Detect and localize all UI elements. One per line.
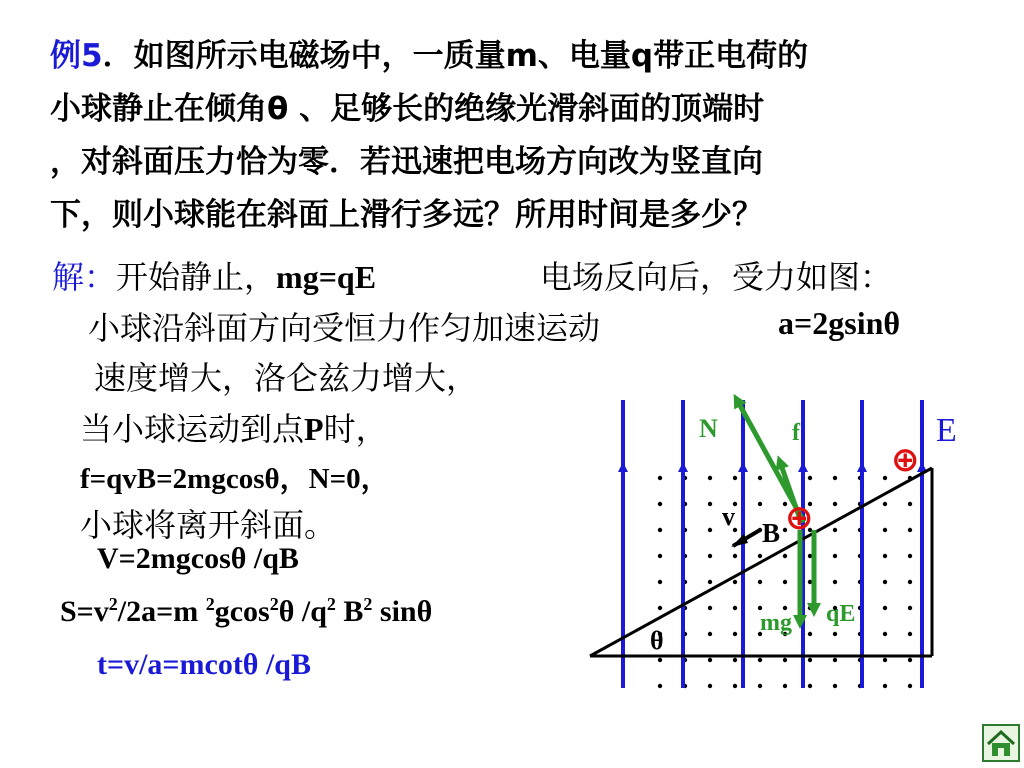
velocity-arrowhead bbox=[731, 534, 748, 547]
field-dot bbox=[908, 684, 912, 688]
field-dot bbox=[833, 554, 837, 558]
solution-line-1: 解：开始静止，mg=qE bbox=[52, 258, 377, 296]
field-dot bbox=[908, 580, 912, 584]
label-B: B bbox=[762, 518, 781, 548]
problem-line-3: ，对斜面压力恰为零．若迅速把电场方向改为竖直向 bbox=[50, 144, 763, 180]
label-v: v bbox=[722, 502, 735, 531]
example-label: 例5 bbox=[50, 38, 103, 74]
field-dot bbox=[833, 502, 837, 506]
problem-line-1: ．如图所示电磁场中，一质量m、电量q带正电荷的 bbox=[102, 38, 809, 74]
field-dot bbox=[908, 632, 912, 636]
field-dot bbox=[658, 580, 662, 584]
field-dot bbox=[733, 554, 737, 558]
field-dot bbox=[883, 684, 887, 688]
field-dot bbox=[783, 580, 787, 584]
field-dot bbox=[783, 658, 787, 662]
distance-formula: $S=v^2/2a=m$ $^2$gcos$^2$θ $/q^2$ $B^2$ sinθ bbox=[60, 594, 433, 628]
field-dot bbox=[908, 554, 912, 558]
field-dot bbox=[708, 658, 712, 662]
field-dot bbox=[708, 554, 712, 558]
field-dot bbox=[883, 476, 887, 480]
field-dot bbox=[758, 684, 762, 688]
field-dot bbox=[908, 658, 912, 662]
field-dot bbox=[733, 606, 737, 610]
field-dot bbox=[833, 632, 837, 636]
field-dot bbox=[808, 684, 812, 688]
field-dot bbox=[733, 476, 737, 480]
label-N: N bbox=[699, 414, 718, 443]
field-dot bbox=[658, 606, 662, 610]
solution-line-6: 小球将离开斜面。 bbox=[80, 506, 337, 544]
lorentz-formula: f=qvB=2mgcosθ，N=0， bbox=[80, 463, 390, 495]
field-dot bbox=[783, 684, 787, 688]
charge-top-icon: ⊕ bbox=[891, 440, 920, 480]
field-dot bbox=[708, 684, 712, 688]
field-dot bbox=[733, 684, 737, 688]
field-dot bbox=[708, 580, 712, 584]
home-button[interactable] bbox=[982, 724, 1020, 762]
solution-label: 解： bbox=[52, 258, 117, 296]
acceleration-formula: a=2gsinθ bbox=[778, 305, 901, 341]
label-E: E bbox=[936, 412, 957, 449]
field-dot bbox=[883, 580, 887, 584]
field-dot bbox=[808, 632, 812, 636]
field-dot bbox=[708, 476, 712, 480]
label-theta: θ bbox=[650, 626, 664, 655]
field-dot bbox=[833, 658, 837, 662]
problem-line-2: 小球静止在倾角θ 、足够长的绝缘光滑斜面的顶端时 bbox=[50, 91, 765, 127]
label-mg: mg bbox=[760, 610, 792, 636]
field-dot bbox=[908, 606, 912, 610]
field-dot bbox=[708, 528, 712, 532]
field-dot bbox=[733, 632, 737, 636]
home-icon bbox=[982, 724, 1020, 762]
field-dot bbox=[658, 684, 662, 688]
solution-line-1-right: 电场反向后，受力如图： bbox=[540, 258, 893, 296]
field-dot bbox=[808, 476, 812, 480]
field-dot bbox=[833, 684, 837, 688]
problem-line-4: 下，则小球能在斜面上滑行多远？所用时间是多少？ bbox=[50, 197, 763, 233]
field-dot bbox=[708, 606, 712, 610]
field-dot bbox=[658, 554, 662, 558]
field-dot bbox=[658, 528, 662, 532]
field-dot bbox=[758, 554, 762, 558]
field-dot bbox=[783, 554, 787, 558]
label-f: f bbox=[792, 420, 800, 446]
field-dot bbox=[808, 658, 812, 662]
label-qE: qE bbox=[826, 601, 856, 627]
field-dot bbox=[883, 606, 887, 610]
field-dot bbox=[883, 658, 887, 662]
field-dot bbox=[883, 632, 887, 636]
field-dot bbox=[908, 502, 912, 506]
field-dot bbox=[733, 658, 737, 662]
charge-ball-icon: ⊕ bbox=[785, 498, 814, 538]
field-dot bbox=[758, 502, 762, 506]
field-dot bbox=[883, 554, 887, 558]
field-dot bbox=[908, 528, 912, 532]
field-dot bbox=[758, 658, 762, 662]
solution-line-4: 当小球运动到点P时， bbox=[80, 410, 388, 448]
field-dot bbox=[758, 476, 762, 480]
velocity-formula: V=2mgcosθ /qB bbox=[97, 542, 299, 575]
field-dot bbox=[758, 580, 762, 584]
field-dot bbox=[658, 502, 662, 506]
field-dot bbox=[833, 580, 837, 584]
field-dot bbox=[833, 528, 837, 532]
time-formula: t=v/a=mcotθ /qB bbox=[97, 648, 311, 681]
field-dot bbox=[883, 502, 887, 506]
field-dot bbox=[833, 476, 837, 480]
field-dot bbox=[658, 658, 662, 662]
field-dot bbox=[658, 476, 662, 480]
field-dot bbox=[708, 502, 712, 506]
field-dot bbox=[883, 528, 887, 532]
field-dot bbox=[708, 632, 712, 636]
field-dot bbox=[733, 580, 737, 584]
solution-line-2: 小球沿斜面方向受恒力作匀加速运动 bbox=[88, 309, 601, 347]
solution-line-3: 速度增大，洛仑兹力增大， bbox=[94, 359, 479, 397]
